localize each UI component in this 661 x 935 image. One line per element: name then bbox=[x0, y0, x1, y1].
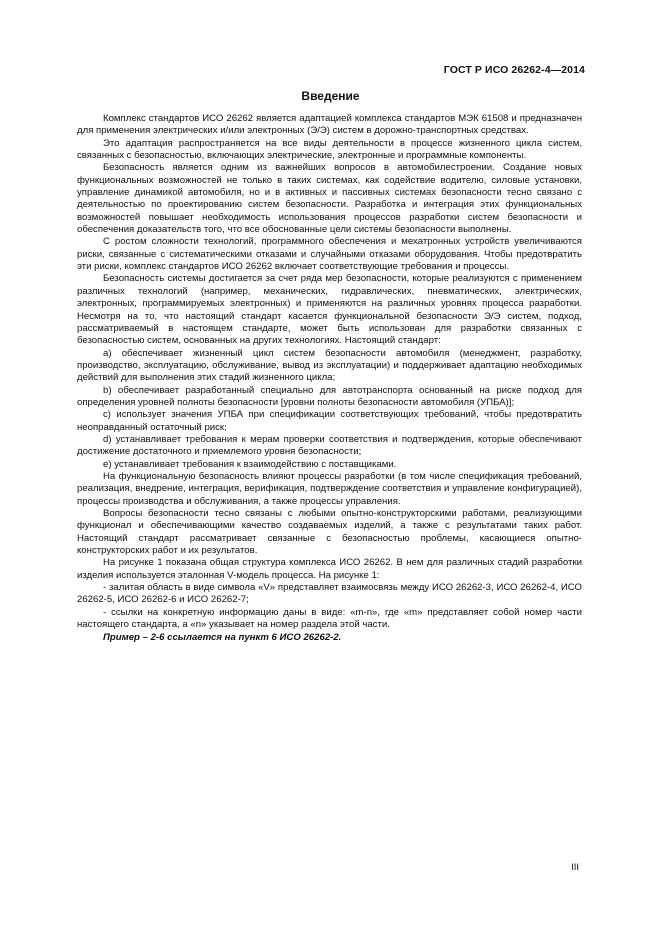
document-header: ГОСТ Р ИСО 26262-4—2014 bbox=[443, 64, 585, 76]
list-item: e) устанавливает требования к взаимодействию с поставщиками. bbox=[103, 458, 397, 470]
paragraph: На рисунке 1 показана общая структура комплекса ИСО 26262. В нем для различных стадий разработки изделия используется эталонная V-модель процесса. На рисунке 1: bbox=[77, 557, 582, 581]
list-item: - ссылки на конкретную информацию даны в виде: «m-n», где «m» представляет собой номер части настоящего стандарта, а «n» указывает на номер раздела этой части. bbox=[77, 606, 582, 631]
list-item: c) использует значения УПБА при спецификации соответствующих требований, чтобы предотвратить неоправданный остаточный риск; bbox=[77, 409, 582, 433]
paragraph: Вопросы безопасности тесно связаны с любыми опытно-конструкторскими работами, реализующими функционал и обеспечивающими качество создаваемых изделий, а также с результатами таких работ. Настоящий стандарт рассматривает связанные с безопасностью проблемы, касающиеся опытно-конструкторских работ и их результатов. bbox=[77, 508, 582, 557]
document-body bbox=[77, 113, 582, 645]
page-number: III bbox=[571, 862, 579, 873]
section-title: Введение bbox=[301, 89, 360, 103]
list-item: b) обеспечивает разработанный специально для автотранспорта основанный на риске подход для определения уровней полноты безопасности [уровни полноты безопасности автомобиля (УПБА)]; bbox=[77, 384, 582, 408]
example-note: Пример – 2-6 ссылается на пункт 6 ИСО 26262-2. bbox=[103, 632, 342, 644]
paragraph: Это адаптация распространяется на все виды деятельности в процессе жизненного цикла систем, связанных с безопасностью, включающих электрические, электронные и программные компоненты. bbox=[77, 137, 582, 162]
paragraph: Комплекс стандартов ИСО 26262 является адаптацией комплекса стандартов МЭК 61508 и предназначен для применения электрических и/или электронных (Э/Э) систем в дорожно-транспортных средствах. bbox=[77, 113, 582, 137]
paragraph: Безопасность является одним из важнейших вопросов в автомобилестроении. Создание новых функциональных возможностей не только в таких системах, как содействие водителю, силовые установки, управление динамикой автомобиля, но и в активных и пассивных системах безопасности тесно связано с деятельностью по проектированию систем безопасности. Разработка и интеграция этих функциональных возможностей повышает необходимость использования процессов разработки систем безопасности и обеспечения доказательств того, что все обоснованные цели системы безопасности выполнены. bbox=[77, 162, 582, 236]
list-item: - залитая область в виде символа «V» представляет взаимосвязь между ИСО 26262-3, ИСО 26262-4, ИСО 26262-5, ИСО 26262-6 и ИСО 26262-7; bbox=[77, 582, 582, 606]
list-item: a) обеспечивает жизненный цикл систем безопасности автомобиля (менеджмент, разработку, производство, эксплуатацию, обслуживание, вывод из эксплуатации) и поддерживает адаптацию необходимых действий для выполнения этих стадий жизненного цикла; bbox=[77, 347, 582, 384]
list-item: d) устанавливает требования к мерам проверки соответствия и подтверждения, которые обеспечивают достижение достаточного и приемлемого уровня безопасности; bbox=[77, 433, 582, 458]
paragraph: С ростом сложности технологий, программного обеспечения и мехатронных устройств увеличиваются риски, связанные с систематическими отказами и случайными отказами оборудования. Чтобы предотвратить эти риски, комплекс стандартов ИСО 26262 включает соответствующие требования и процессы. bbox=[77, 236, 582, 273]
paragraph: На функциональную безопасность влияют процессы разработки (в том числе спецификация требований, реализация, внедрение, интеграция, верификация, подтверждение соответствия и управление конфигурацией), процессы производства и обслуживания, а также процессы управления. bbox=[77, 470, 582, 507]
paragraph: Безопасность системы достигается за счет ряда мер безопасности, которые реализуются с применением различных технологий (например, механических, гидравлических, пневматических, электрических, электронных, программируемых электронных) и применяются на различных уровнях процесса разработки. Несмотря на то, что настоящий стандарт касается функциональной безопасности Э/Э систем, подход, рассматриваемый в настоящем стандарте, может быть использован для разработки связанных с безопасностью систем, основанных на других технологиях. Настоящий стандарт: bbox=[77, 273, 582, 347]
